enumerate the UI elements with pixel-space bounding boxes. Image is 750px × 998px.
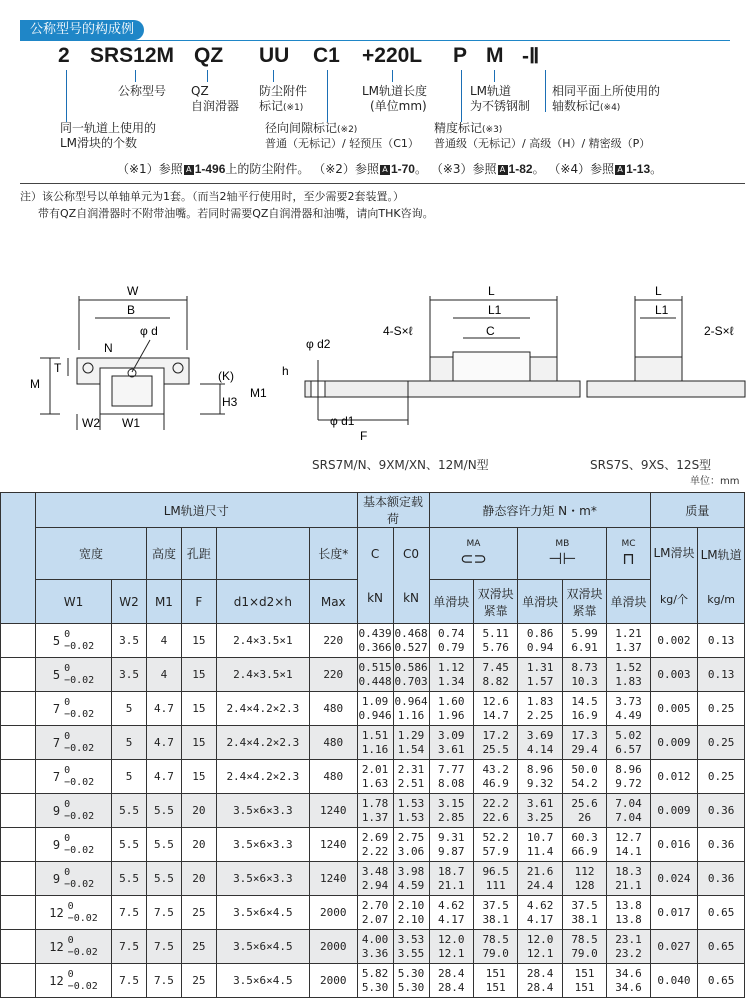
cell-max: 480 — [309, 726, 357, 760]
table-row — [1, 930, 745, 964]
cell-mb-single: 10.7 11.4 — [518, 828, 562, 862]
cell-f: 15 — [181, 692, 216, 726]
table-row — [1, 658, 745, 692]
cell-max: 480 — [309, 760, 357, 794]
dim-H3: H3 — [222, 395, 238, 409]
label-qz-1: QZ — [191, 84, 209, 98]
cell-w2: 3.5 — [112, 658, 147, 692]
cell-rail-mass: 0.65 — [698, 964, 745, 998]
cell-c0: 1.53 1.53 — [393, 794, 429, 828]
cell-mb-double: 60.3 66.9 — [562, 828, 606, 862]
cell-m1: 5.5 — [147, 794, 182, 828]
cell-w2: 5.5 — [112, 794, 147, 828]
label-length-2: (单位mm) — [370, 99, 427, 113]
table-row — [1, 964, 745, 998]
th-MC: MC ⊓ — [607, 528, 650, 580]
table-row — [1, 896, 745, 930]
caption-s-type: SRS7S、9XS、12S型 — [590, 458, 712, 472]
cell-c0: 0.468 0.527 — [393, 624, 429, 658]
cell-w2: 5 — [112, 726, 147, 760]
cell-ma-single: 1.60 1.96 — [429, 692, 473, 726]
cell-mc: 13.8 13.8 — [607, 896, 650, 930]
cell-blank — [1, 760, 36, 794]
th-u-d: d1×d2×h — [216, 580, 309, 624]
dim-4S: 4-S×ℓ — [383, 324, 413, 338]
cell-mc: 23.1 23.2 — [607, 930, 650, 964]
cell-mb-double: 14.5 16.9 — [562, 692, 606, 726]
cell-mb-single: 28.4 28.4 — [518, 964, 562, 998]
cell-c0: 0.964 1.16 — [393, 692, 429, 726]
cell-block-mass: 0.009 — [650, 794, 698, 828]
label-count-2: LM滑块的个数 — [60, 136, 138, 150]
label-nominal: 公称型号 — [118, 84, 167, 98]
dim-L: L — [488, 284, 495, 298]
cell-c: 1.51 1.16 — [357, 726, 393, 760]
note-2: 带有QZ自润滑器时不附带油嘴。若同时需要QZ自润滑器和油嘴，请向THK咨询。 — [38, 207, 434, 220]
cell-ma-double: 78.5 79.0 — [473, 930, 517, 964]
cell-block-mass: 0.005 — [650, 692, 698, 726]
th-pitch: 孔距 — [181, 528, 216, 580]
cell-block-mass: 0.003 — [650, 658, 698, 692]
cell-block-mass: 0.024 — [650, 862, 698, 896]
th-mass: 质量 — [650, 493, 744, 528]
cell-w2: 5.5 — [112, 828, 147, 862]
cell-f: 25 — [181, 964, 216, 998]
cell-block-mass: 0.017 — [650, 896, 698, 930]
cell-c0: 2.31 2.51 — [393, 760, 429, 794]
cell-ma-double: 52.2 57.9 — [473, 828, 517, 862]
dim-K: (K) — [218, 369, 234, 383]
cell-block-mass: 0.002 — [650, 624, 698, 658]
leader-qz — [207, 70, 208, 82]
cell-blank — [1, 624, 36, 658]
cell-ma-single: 7.77 8.08 — [429, 760, 473, 794]
cell-c: 4.00 3.36 — [357, 930, 393, 964]
cell-block-mass: 0.027 — [650, 930, 698, 964]
cell-w2: 3.5 — [112, 624, 147, 658]
cell-w1: 9 0 −0.02 — [35, 862, 111, 896]
cell-d: 2.4×3.5×1 — [216, 658, 309, 692]
table-row — [1, 862, 745, 896]
dim-N: N — [104, 341, 113, 355]
cell-blank — [1, 896, 36, 930]
cell-w1: 7 0 −0.02 — [35, 692, 111, 726]
th-mb-single: 单滑块 — [518, 580, 562, 624]
cell-ma-single: 0.74 0.79 — [429, 624, 473, 658]
th-rail-mass: LM轨道 kg/m — [698, 528, 745, 624]
cell-f: 25 — [181, 896, 216, 930]
cell-c: 5.82 5.30 — [357, 964, 393, 998]
dim-phid2: φ d2 — [306, 337, 331, 351]
dim-h: h — [282, 364, 289, 378]
cell-rail-mass: 0.25 — [698, 692, 745, 726]
cell-ma-single: 12.0 12.1 — [429, 930, 473, 964]
cell-f: 25 — [181, 930, 216, 964]
th-C0: C0 kN — [393, 528, 429, 624]
cell-ma-double: 43.2 46.9 — [473, 760, 517, 794]
th-mc-single: 单滑块 — [607, 580, 650, 624]
code-p: P — [453, 44, 468, 67]
cell-w1: 12 0 −0.02 — [35, 964, 111, 998]
leader-length — [392, 70, 393, 82]
cell-d: 3.5×6×4.5 — [216, 896, 309, 930]
cell-d: 2.4×4.2×2.3 — [216, 760, 309, 794]
cell-m1: 4 — [147, 658, 182, 692]
dim-W2: W2 — [82, 416, 100, 430]
cell-w2: 5.5 — [112, 862, 147, 896]
cell-ma-single: 3.15 2.85 — [429, 794, 473, 828]
label-dust-2: 标记(※1) — [259, 99, 304, 113]
cell-c: 2.01 1.63 — [357, 760, 393, 794]
cell-f: 20 — [181, 862, 216, 896]
th-C: C kN — [357, 528, 393, 624]
th-length: 长度* — [309, 528, 357, 580]
th-d — [216, 528, 309, 580]
leader-c1 — [327, 70, 328, 122]
cell-f: 15 — [181, 760, 216, 794]
cell-mc: 12.7 14.1 — [607, 828, 650, 862]
table-row — [1, 760, 745, 794]
code-qz: QZ — [194, 44, 224, 67]
cell-ma-double: 96.5 111 — [473, 862, 517, 896]
cell-mb-single: 21.6 24.4 — [518, 862, 562, 896]
cell-mb-double: 78.5 79.0 — [562, 930, 606, 964]
cell-max: 2000 — [309, 930, 357, 964]
cell-rail-mass: 0.13 — [698, 624, 745, 658]
dim-2S: 2-S×ℓ — [704, 324, 734, 338]
mc-icon: ⊓ — [622, 549, 635, 568]
dim-M1: M1 — [250, 386, 267, 400]
spec-table-body — [1, 624, 745, 998]
cell-d: 3.5×6×4.5 — [216, 964, 309, 998]
cell-mc: 3.73 4.49 — [607, 692, 650, 726]
label-clearance-2: 普通（无标记）/ 轻预压（C1） — [265, 137, 419, 150]
dim-W: W — [127, 284, 139, 298]
label-precision-1: 精度标记(※3) — [434, 121, 503, 135]
cell-w2: 5 — [112, 760, 147, 794]
cell-d: 2.4×4.2×2.3 — [216, 692, 309, 726]
th-width: 宽度 — [35, 528, 146, 580]
cell-block-mass: 0.009 — [650, 726, 698, 760]
cell-ma-single: 28.4 28.4 — [429, 964, 473, 998]
cell-c: 2.69 2.22 — [357, 828, 393, 862]
leader-count — [66, 70, 67, 122]
cell-f: 20 — [181, 794, 216, 828]
cell-mb-double: 50.0 54.2 — [562, 760, 606, 794]
cell-mc: 18.3 21.1 — [607, 862, 650, 896]
cell-ma-double: 17.2 25.5 — [473, 726, 517, 760]
cell-w1: 5 0 −0.02 — [35, 624, 111, 658]
dim-L-short: L — [655, 284, 662, 298]
cell-f: 15 — [181, 624, 216, 658]
code-m: M — [486, 44, 504, 67]
cell-ma-single: 1.12 1.34 — [429, 658, 473, 692]
cell-block-mass: 0.040 — [650, 964, 698, 998]
cell-blank — [1, 930, 36, 964]
cell-blank — [1, 658, 36, 692]
cell-ma-double: 12.6 14.7 — [473, 692, 517, 726]
cell-f: 15 — [181, 658, 216, 692]
cell-blank — [1, 692, 36, 726]
cell-mb-double: 5.99 6.91 — [562, 624, 606, 658]
th-block-mass: LM滑块 kg/个 — [650, 528, 698, 624]
cell-max: 1240 — [309, 828, 357, 862]
code-count: 2 — [58, 44, 70, 67]
dim-phid1: φ d1 — [330, 414, 355, 428]
cell-blank — [1, 964, 36, 998]
cell-c: 2.70 2.07 — [357, 896, 393, 930]
cell-mb-double: 17.3 29.4 — [562, 726, 606, 760]
note-1: 注）该公称型号以单轴单元为1套。（而当2轴平行使用时，至少需要2套装置。） — [20, 190, 404, 203]
cell-ma-single: 4.62 4.17 — [429, 896, 473, 930]
cell-c: 0.439 0.366 — [357, 624, 393, 658]
label-clearance-1: 径向间隙标记(※2) — [265, 121, 358, 135]
leader-model — [135, 70, 136, 82]
code-axis: -Ⅱ — [522, 45, 540, 68]
cell-w1: 9 0 −0.02 — [35, 794, 111, 828]
label-axis-2: 轴数标记(※4) — [552, 99, 621, 113]
cell-ma-double: 22.2 22.6 — [473, 794, 517, 828]
cell-w1: 12 0 −0.02 — [35, 930, 111, 964]
cell-c: 1.78 1.37 — [357, 794, 393, 828]
cell-w1: 7 0 −0.02 — [35, 726, 111, 760]
cell-w2: 7.5 — [112, 964, 147, 998]
cell-d: 2.4×3.5×1 — [216, 624, 309, 658]
label-precision-2: 普通级（无标记）/ 高级（H）/ 精密级（P） — [434, 137, 651, 150]
cell-w2: 7.5 — [112, 930, 147, 964]
label-count-1: 同一轨道上使用的 — [60, 121, 157, 135]
cell-blank — [1, 794, 36, 828]
label-axis-1: 相同平面上所使用的 — [552, 84, 661, 98]
code-c1: C1 — [313, 44, 340, 67]
caption-m-type: SRS7M/N、9XM/XN、12M/N型 — [312, 458, 489, 472]
code-uu: UU — [259, 44, 290, 67]
reference-line: （※1）参照 A 1-496上的防尘附件。 （※2）参照 A 1-70。 （※3）参照 A 1-82。 （※4）参照 A 1-13。 — [117, 162, 663, 176]
cell-ma-double: 37.5 38.1 — [473, 896, 517, 930]
cell-rail-mass: 0.65 — [698, 896, 745, 930]
dim-B: B — [127, 303, 136, 317]
cell-f: 20 — [181, 828, 216, 862]
cell-mb-single: 8.96 9.32 — [518, 760, 562, 794]
th-load: 基本额定载荷 — [357, 493, 429, 528]
cell-m1: 4.7 — [147, 726, 182, 760]
cell-w1: 5 0 −0.02 — [35, 658, 111, 692]
table-row — [1, 726, 745, 760]
notes-divider — [20, 183, 745, 184]
cell-mc: 7.04 7.04 — [607, 794, 650, 828]
cross-section-diagram — [0, 280, 750, 480]
cell-d: 3.5×6×3.3 — [216, 862, 309, 896]
cell-rail-mass: 0.13 — [698, 658, 745, 692]
cell-mc: 34.6 34.6 — [607, 964, 650, 998]
cell-m1: 4.7 — [147, 760, 182, 794]
cell-mb-double: 112 128 — [562, 862, 606, 896]
cell-mb-single: 3.69 4.14 — [518, 726, 562, 760]
cell-c0: 1.29 1.54 — [393, 726, 429, 760]
code-model: SRS12M — [90, 44, 175, 67]
cell-mb-double: 151 151 — [562, 964, 606, 998]
leader-m — [494, 70, 495, 82]
cell-block-mass: 0.012 — [650, 760, 698, 794]
dim-L1: L1 — [488, 303, 502, 317]
cell-rail-mass: 0.65 — [698, 930, 745, 964]
unit-label: 单位：mm — [690, 476, 740, 487]
cell-ma-single: 18.7 21.1 — [429, 862, 473, 896]
cell-rail-mass: 0.25 — [698, 760, 745, 794]
cell-m1: 7.5 — [147, 930, 182, 964]
th-u-max: Max — [309, 580, 357, 624]
cell-ma-single: 3.09 3.61 — [429, 726, 473, 760]
dim-C: C — [486, 324, 495, 338]
cell-c: 0.515 0.448 — [357, 658, 393, 692]
cell-c0: 5.30 5.30 — [393, 964, 429, 998]
cell-block-mass: 0.016 — [650, 828, 698, 862]
cell-c0: 3.98 4.59 — [393, 862, 429, 896]
cell-f: 15 — [181, 726, 216, 760]
cell-max: 220 — [309, 624, 357, 658]
code-length: +220L — [362, 44, 423, 67]
cell-c0: 3.53 3.55 — [393, 930, 429, 964]
cell-mb-single: 1.31 1.57 — [518, 658, 562, 692]
table-row — [1, 692, 745, 726]
cell-mc: 1.52 1.83 — [607, 658, 650, 692]
dim-F: F — [360, 429, 368, 443]
cell-c0: 2.10 2.10 — [393, 896, 429, 930]
th-u-W1: W1 — [35, 580, 111, 624]
cell-d: 3.5×6×3.3 — [216, 794, 309, 828]
cell-w1: 9 0 −0.02 — [35, 828, 111, 862]
dim-phid: φ d — [140, 324, 158, 338]
cell-c: 3.48 2.94 — [357, 862, 393, 896]
cell-rail-mass: 0.36 — [698, 794, 745, 828]
label-length-1: LM轨道长度 — [362, 84, 428, 98]
dim-W1: W1 — [122, 416, 140, 430]
th-rail: LM轨道尺寸 — [35, 493, 357, 528]
cell-max: 1240 — [309, 794, 357, 828]
cell-m1: 7.5 — [147, 896, 182, 930]
dim-M: M — [30, 377, 40, 391]
th-u-W2: W2 — [112, 580, 147, 624]
cell-blank — [1, 862, 36, 896]
cell-m1: 4.7 — [147, 692, 182, 726]
table-row — [1, 624, 745, 658]
th-ma-double: 双滑块紧靠 — [473, 580, 517, 624]
section-title: 公称型号的构成例 — [20, 20, 144, 40]
th-u-M1: M1 — [147, 580, 182, 624]
label-qz-2: 自润滑器 — [191, 99, 240, 113]
th-mb-double: 双滑块紧靠 — [562, 580, 606, 624]
cell-max: 2000 — [309, 896, 357, 930]
label-steel-2: 为不锈钢制 — [470, 99, 531, 113]
leader-p — [461, 70, 462, 122]
cell-w2: 7.5 — [112, 896, 147, 930]
th-MA: MA ⊂⊃ — [429, 528, 518, 580]
th-moment: 静态容许力矩 N・m* — [429, 493, 650, 528]
leader-uu — [273, 70, 274, 82]
cell-ma-single: 9.31 9.87 — [429, 828, 473, 862]
table-row — [1, 794, 745, 828]
cell-rail-mass: 0.25 — [698, 726, 745, 760]
cell-mc: 1.21 1.37 — [607, 624, 650, 658]
cell-w1: 7 0 −0.02 — [35, 760, 111, 794]
leader-axis — [545, 70, 546, 112]
th-u-F: F — [181, 580, 216, 624]
cell-blank — [1, 828, 36, 862]
cell-c0: 2.75 3.06 — [393, 828, 429, 862]
cell-w2: 5 — [112, 692, 147, 726]
cell-max: 480 — [309, 692, 357, 726]
cell-m1: 5.5 — [147, 828, 182, 862]
cell-mb-single: 3.61 3.25 — [518, 794, 562, 828]
cell-mb-single: 12.0 12.1 — [518, 930, 562, 964]
th-height: 高度 — [147, 528, 182, 580]
cell-w1: 12 0 −0.02 — [35, 896, 111, 930]
cell-mb-single: 4.62 4.17 — [518, 896, 562, 930]
cell-m1: 4 — [147, 624, 182, 658]
dim-T: T — [54, 361, 62, 375]
cell-rail-mass: 0.36 — [698, 828, 745, 862]
spec-table — [0, 492, 745, 998]
cell-mb-double: 8.73 10.3 — [562, 658, 606, 692]
cell-blank — [1, 726, 36, 760]
th-MB: MB ⊣⊢ — [518, 528, 607, 580]
cell-m1: 7.5 — [147, 964, 182, 998]
cell-ma-double: 5.11 5.76 — [473, 624, 517, 658]
cell-rail-mass: 0.36 — [698, 862, 745, 896]
cell-d: 3.5×6×3.3 — [216, 828, 309, 862]
cell-max: 1240 — [309, 862, 357, 896]
cell-ma-double: 151 151 — [473, 964, 517, 998]
mb-icon: ⊣⊢ — [548, 549, 577, 568]
section-rule — [20, 40, 730, 41]
label-steel-1: LM轨道 — [470, 84, 512, 98]
label-dust-1: 防尘附件 — [259, 84, 308, 98]
cell-c0: 0.586 0.703 — [393, 658, 429, 692]
cell-m1: 5.5 — [147, 862, 182, 896]
cell-max: 2000 — [309, 964, 357, 998]
cell-d: 3.5×6×4.5 — [216, 930, 309, 964]
cell-mc: 5.02 6.57 — [607, 726, 650, 760]
ma-icon: ⊂⊃ — [460, 549, 487, 568]
cell-c: 1.09 0.946 — [357, 692, 393, 726]
cell-mc: 8.96 9.72 — [607, 760, 650, 794]
cell-mb-single: 1.83 2.25 — [518, 692, 562, 726]
cell-max: 220 — [309, 658, 357, 692]
dim-L1-short: L1 — [655, 303, 669, 317]
th-ma-single: 单滑块 — [429, 580, 473, 624]
cell-ma-double: 7.45 8.82 — [473, 658, 517, 692]
th-blank — [1, 493, 36, 624]
table-row — [1, 828, 745, 862]
cell-mb-single: 0.86 0.94 — [518, 624, 562, 658]
cell-d: 2.4×4.2×2.3 — [216, 726, 309, 760]
cell-mb-double: 37.5 38.1 — [562, 896, 606, 930]
cell-mb-double: 25.6 26 — [562, 794, 606, 828]
